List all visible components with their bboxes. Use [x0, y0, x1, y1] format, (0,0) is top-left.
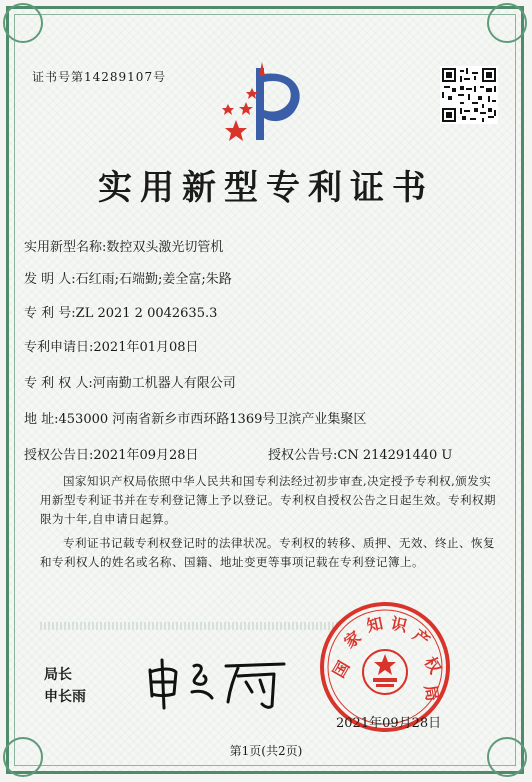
field-address [24, 408, 366, 427]
svg-text:权: 权 [420, 653, 445, 677]
svg-text:产: 产 [409, 625, 434, 651]
page-title: 实用新型专利证书 [98, 168, 434, 208]
microprint-line [40, 622, 340, 630]
field-value: 数控双头激光切管机 [106, 240, 224, 255]
field-value: 2021年01月08日 [93, 340, 199, 355]
svg-text:家: 家 [340, 627, 365, 653]
field-value: 石红雨;石端勤;姜全富;朱路 [75, 272, 232, 287]
field-value: CN 214291440 U [337, 448, 453, 463]
field-patent-number [24, 302, 217, 321]
field-label: 实用新型名称: [24, 240, 107, 255]
field-value: 河南勤工机器人有限公司 [92, 376, 236, 391]
field-label: 专 利 权 人: [24, 376, 93, 391]
field-value: ZL 2021 2 0042635.3 [75, 306, 218, 321]
field-inventor [24, 268, 232, 287]
field-utility-model-name [24, 236, 223, 255]
notice-paragraph-2: 专利证书记载专利权登记时的法律状况。专利权的转移、质押、无效、终止、恢复和专利权人的姓名或名称、国籍、地址变更等事项记载在专利登记簿上。 [40, 536, 495, 569]
field-label: 发 明 人: [24, 272, 76, 287]
patent-office-logo-icon [212, 58, 312, 148]
field-label: 专利申请日: [24, 340, 94, 355]
field-label: 授权公告日: [24, 448, 94, 463]
field-patentee [24, 372, 236, 391]
field-label: 授权公告号: [268, 448, 338, 463]
notice-paragraph-1: 国家知识产权局依照中华人民共和国专利法经过初步审查,决定授予专利权,颁发实用新型专利证书并在专利登记簿上予以登记。专利权自授权公告之日起生效。专利权期限为十年,自申请日起算。 [40, 474, 496, 526]
corner-ornament [487, 3, 527, 43]
corner-ornament [3, 3, 43, 43]
qr-code-icon [440, 66, 498, 124]
handwritten-signature-icon [142, 652, 292, 712]
field-application-date [24, 336, 199, 355]
svg-text:国: 国 [329, 657, 354, 681]
field-value: 453000 河南省新乡市西环路1369号卫滨产业集聚区 [58, 412, 367, 427]
seal-date: 2021年09月28日 [336, 716, 442, 731]
signer-title: 局长 [44, 667, 72, 683]
svg-text:识: 识 [389, 613, 409, 636]
field-grant-number [268, 444, 452, 463]
field-value: 2021年09月28日 [93, 448, 199, 463]
signer-name: 申长雨 [44, 689, 86, 705]
certificate-number: 证书号第14289107号 [32, 70, 167, 84]
svg-text:知: 知 [365, 613, 385, 636]
field-grant-date [24, 444, 199, 463]
field-label: 地 址: [24, 412, 59, 427]
field-label: 专 利 号: [24, 306, 76, 321]
page-footer: 第1页(共2页) [229, 744, 303, 758]
svg-text:局: 局 [420, 683, 443, 703]
